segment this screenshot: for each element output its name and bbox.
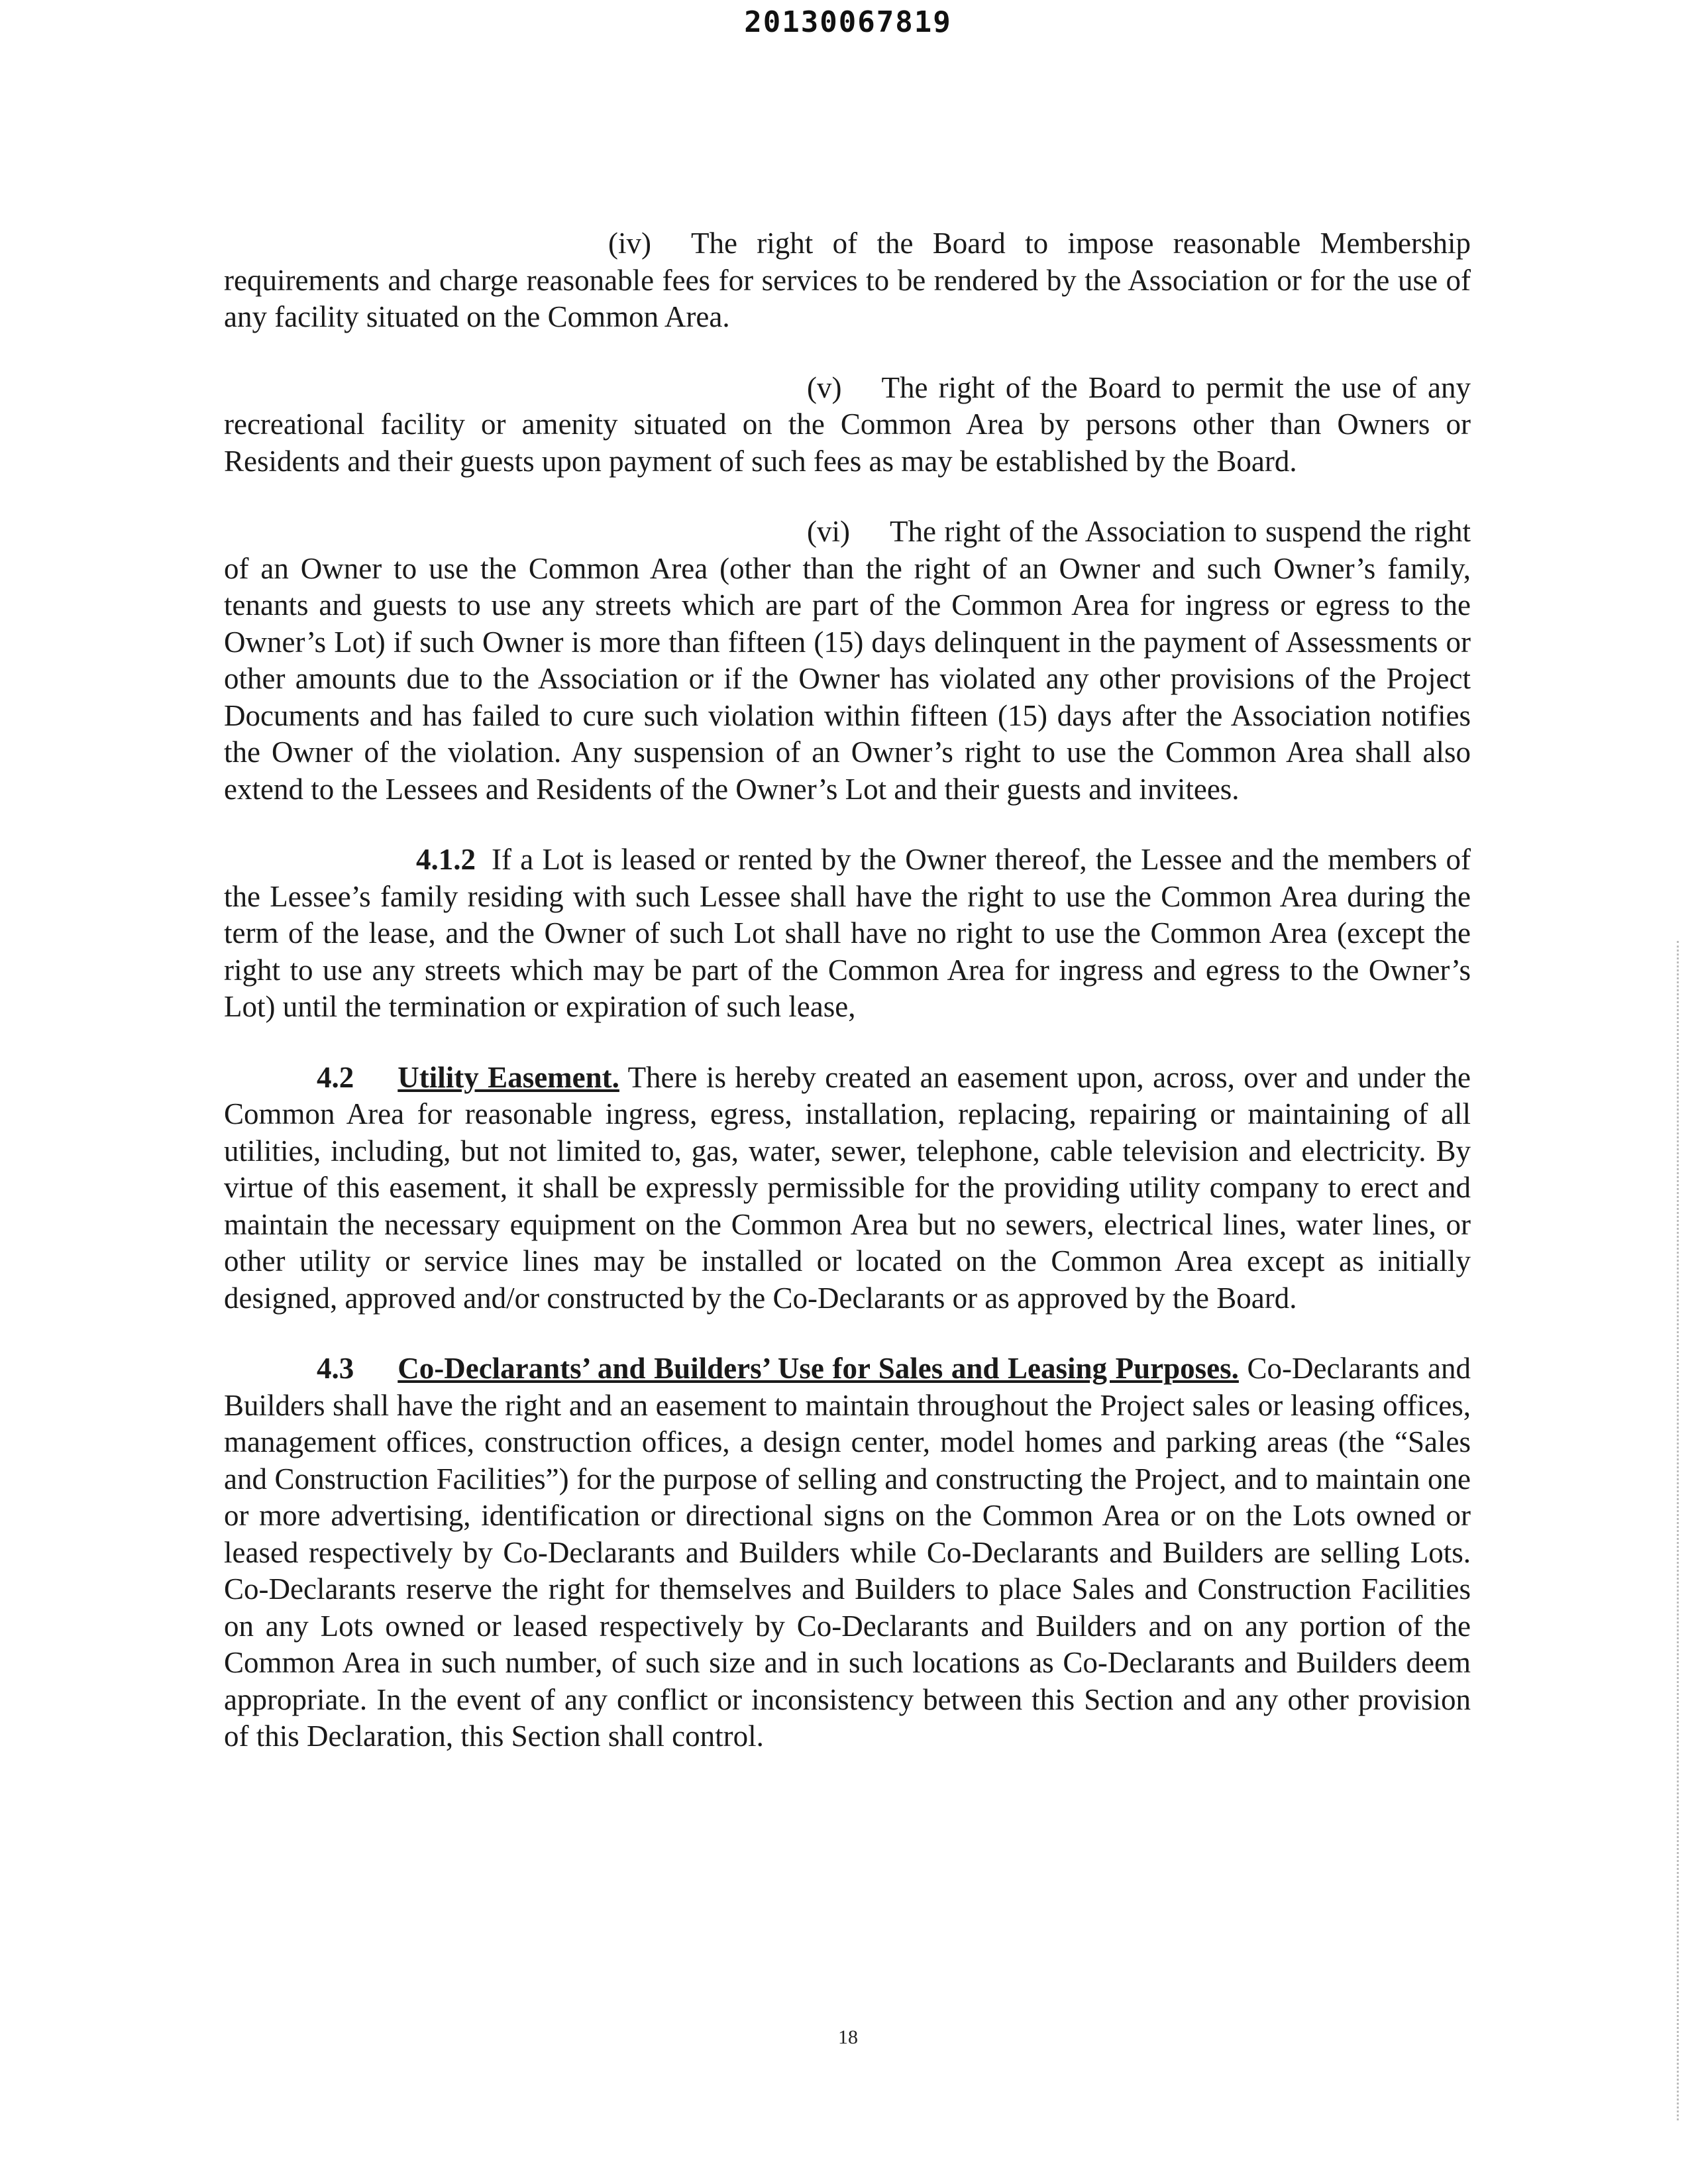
section-4-2-title: Utility Easement. [398,1060,619,1094]
paragraph-vi-text: The right of the Association to suspend the right of an Owner to use the Common Area (other than the right of an Owner and such Owner’s family, tenants and guests to use any streets which are part of the Common Area for ingress or egress to the Owner’s Lot) if such Owner is more than fifteen (15) days delinquent in the payment of Assessments or other amounts due to the Association or if the Owner has violated any other provisions of the Project Documents and has failed to cure such violation within fifteen (15) days after the Association notifies the Owner of the violation. Any suspension of an Owner’s right to use the Common Area shall also extend to the Lessees and Residents of the Owner’s Lot and their guests and invitees. [224,515,1471,806]
document-number: 20130067819 [744,5,952,39]
section-4-1-2 [224,842,1471,1026]
section-4-3-text: Co-Declarants and Builders shall have the right and an easement to maintain throughout the Project sales or leasing offices, management offices, construction offices, a design center, model homes and parking areas (the “Sales and Construction Facilities”) for the purpose of selling and constructing the Project, and to maintain one or more advertising, identification or directional signs on the Common Area or on the Lots owned or leased respectively by Co-Declarants and Builders while Co-Declarants and Builders are selling Lots. Co-Declarants reserve the right for themselves and Builders to place Sales and Construction Facilities on any Lots owned or leased respectively by Co-Declarants and Builders and on any portion of the Common Area in such number, of such size and in such locations as Co-Declarants and Builders deem appropriate. In the event of any conflict or inconsistency between this Section and any other provision of this Declaration, this Section shall control. [224,1352,1471,1753]
section-4-1-2-number: 4.1.2 [416,843,476,876]
document-body [224,225,1471,1789]
scan-margin-marks [1677,941,1681,2120]
section-4-2-number: 4.2 [317,1060,354,1094]
section-4-2 [224,1060,1471,1317]
page-number: 18 [838,2026,858,2048]
paragraph-iv-text: The right of the Board to impose reasonable Membership requirements and charge reasonable fees for services to be rendered by the Association or for the use of any facility situated on the Common Area. [224,227,1471,333]
paragraph-v-label: (v) [807,370,842,404]
section-4-2-text: There is hereby created an easement upon, across, over and under the Common Area for reasonable ingress, egress, installation, replacing, repairing or maintaining of all utilities, including, but not limited to, gas, water, sewer, telephone, cable television and electricity. By virtue of this easement, it shall be expressly permissible for the providing utility company to erect and maintain the necessary equipment on the Common Area but no sewers, electrical lines, water lines, or other utility or service lines may be installed or located on the Common Area except as initially designed, approved and/or constructed by the Co-Declarants or as approved by the Board. [224,1060,1471,1315]
section-4-3 [224,1350,1471,1755]
paragraph-iv [224,225,1471,336]
paragraph-vi [224,514,1471,808]
paragraph-iv-label: (iv) [608,227,651,260]
paragraph-v-text: The right of the Board to permit the use of any recreational facility or amenity situated on the Common Area by persons other than Owners or Residents and their guests upon payment of such fees as may be established by the Board. [224,370,1471,478]
section-4-3-title: Co-Declarants’ and Builders’ Use for Sales and Leasing Purposes. [398,1352,1239,1385]
paragraph-vi-label: (vi) [807,515,850,548]
section-4-1-2-text: If a Lot is leased or rented by the Owner thereof, the Lessee and the members of the Lessee’s family residing with such Lessee shall have the right to use the Common Area during the term of the lease, and the Owner of such Lot shall have no right to use the Common Area (except the right to use any streets which may be part of the Common Area for ingress and egress to the Owner’s Lot) until the termination or expiration of such lease, [224,843,1471,1023]
section-4-3-number: 4.3 [317,1352,354,1385]
paragraph-v [224,370,1471,480]
